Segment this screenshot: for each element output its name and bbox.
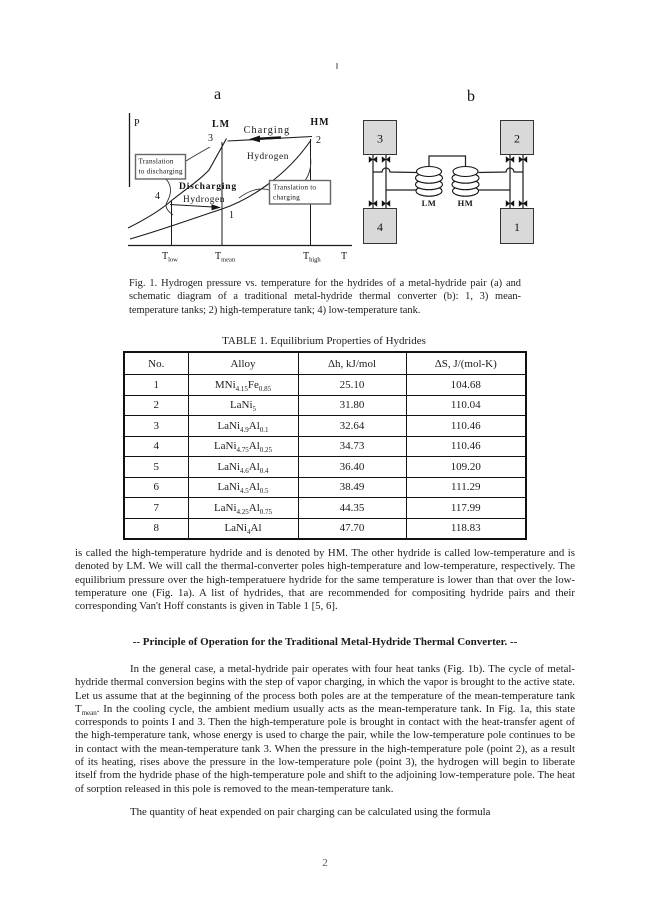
hm-sorber-coil [452,167,479,197]
point-1-label: 1 [229,210,234,221]
dh-cell: 44.35 [298,498,406,519]
alloy-cell: $LaNi_{4.75}Al_{0.25}$ [188,436,298,457]
charging-arrow-head [249,136,260,143]
discharging-label: Discharging [179,182,237,192]
translation-charging-text-2: charging [273,192,300,202]
lm-sorber-coil [416,167,443,197]
lm-curve-label: LM [211,119,231,130]
header-dh: Δh, kJ/mol [298,352,406,375]
figure-1-diagram [60,55,580,275]
tick-tlow: $T_{low}$ [162,251,178,264]
figure-caption: Fig. 1. Hydrogen pressure vs. temperature for the hydrides of a metal-hydride pair (a) and schematic diagram of a traditional metal-hydride thermal converter (b): 1, 3) mean-temperature tanks; 2) high-temperature tank; 4) low-temperature tank. [129,278,521,316]
alloy-cell: $LaNi_{4.5}Al_{0.5}$ [188,477,298,498]
table-row [124,395,526,416]
no-cell: 4 [124,436,188,457]
ds-cell: 118.83 [406,518,526,539]
pipe-hm-upper [479,168,524,173]
no-cell: 6 [124,477,188,498]
table-row [124,518,526,539]
charging-arrow-shaft [259,138,281,139]
translation-discharging-text-2: to discharging [138,166,183,176]
header-ds: ΔS, J/(mol-K) [406,352,526,375]
table-row [124,457,526,478]
alloy-cell: $LaNi_{4.6}Al_{0.4}$ [188,457,298,478]
no-cell: 2 [124,395,188,416]
hm-curve-label: HM [310,117,330,128]
tank-3-number: 3 [377,131,383,146]
ds-cell: 110.46 [406,416,526,437]
ds-cell: 109.20 [406,457,526,478]
hm-sorber-label: HM [457,198,474,208]
no-cell: 5 [124,457,188,478]
ds-cell: 110.04 [406,395,526,416]
point-4-label: 4 [155,191,160,202]
header-alloy: Alloy [188,352,298,375]
no-cell: 7 [124,498,188,519]
tick-thigh: $T_{high}$ [303,251,321,264]
no-cell: 8 [124,518,188,539]
ds-cell: 111.29 [406,477,526,498]
alloy-cell: $MNi_{4.15}Fe_{0.85}$ [188,375,298,396]
dh-cell: 36.40 [298,457,406,478]
dh-cell: 32.64 [298,416,406,437]
dh-cell: 34.73 [298,436,406,457]
dh-cell: 47.70 [298,518,406,539]
panel-b-label: b [467,88,475,105]
panel-a-label: a [214,86,222,103]
tank-1-number: 1 [514,220,520,234]
lm-sorber-label: LM [421,198,437,208]
pipe-lm-upper [373,168,417,173]
hydrogen-top-label: Hydrogen [247,152,289,162]
table-header-row [124,352,526,375]
table-row [124,416,526,437]
ds-cell: 104.68 [406,375,526,396]
dh-cell: 25.10 [298,375,406,396]
leader-curve-1 [186,147,210,161]
ds-cell: 110.46 [406,436,526,457]
panel-b-schematic [364,121,534,244]
translation-charging-text-1: Translation to [273,182,317,192]
alloy-cell: LaNi$_4$Al [188,518,298,539]
page-number: 2 [322,857,328,869]
header-no: No. [124,352,188,375]
table-title: TABLE 1. Equilibrium Properties of Hydrides [222,335,426,347]
panel-a-pt-diagram [128,113,352,264]
paragraph-2-start: In the general case, a metal-hydride pair operates with four heat tanks (Fig. 1b). The cycle of metal-hydride thermal conversion begins with the step of vapor charging, in which the vapor is brought to the active state. Let us assume that at the beginning of the process both poles are at the temperature of the mean-temperature tank [75,663,575,702]
table-row [124,498,526,519]
hydride-table-body [124,375,526,540]
tank-2-number: 2 [514,131,520,146]
table-row [124,375,526,396]
dh-cell: 38.49 [298,477,406,498]
point-3-label: 3 [208,133,213,144]
hydrogen-bottom-label: Hydrogen [183,195,225,205]
alloy-cell: $LaNi_{4.25}Al_{0.75}$ [188,498,298,519]
table-row [124,477,526,498]
alloy-cell: $LaNi_{4.9}Al_{0.1}$ [188,416,298,437]
dh-cell: 31.80 [298,395,406,416]
table-row [124,436,526,457]
tick-t: T [341,251,348,262]
section-heading: -- Principle of Operation for the Traditional Metal-Hydride Thermal Converter. -- [132,636,518,648]
paragraph-1: is called the high-temperature hydride and is denoted by HM. The other hydride is called low-temperature and is denoted by LM. We will call the thermal-converter poles high-temperature and low-temperature, respectively. The equilibrium pressure over the high-temperatuere hydride for the same temperature is lower than that over the low-temperature one (Fig. 1a). A list of hydrides, that are recommended for compositing hydride pairs and their corresponding Van't Hoff constants is given in Table 1 [5, 6]. [75,547,575,613]
paragraph-3: The quantity of heat expended on pair charging can be calculated using the formula [130,806,491,818]
translation-discharging-text-1: Translation [138,156,174,166]
charging-label: Charging [243,125,291,136]
tank-4-number: 4 [377,220,383,234]
paragraph-2-end: . In the cooling cycle, the ambient medium usually acts as the mean-temperature tank. In Fig. 1a, this state corresponds to points I and 3. Then the high-temperature pole is brought in contact with the heat-transfer agent of the high-temperature tank, whose energy is used to charge the pair, while the low-temperature pole continues to be in contact with the mean-temperature tank 3. When the pressure in the high-temperature pole (point 2), as a result of its heating, rises above the pressure in the low-temperature pole (point 3), the hydrogen will begin to liberate itself from the hydride phase of the high-temperature pole and shift to the adjoining low-temperature pole. The heat of sorption released in this pole is removed to the mean-temperature tank. [75,702,575,795]
paragraph-2 [75,663,575,796]
hydrogen-connector-pipe [429,156,466,167]
p-axis-label: P [134,118,140,129]
no-cell: 1 [124,375,188,396]
ds-cell: 117.99 [406,498,526,519]
alloy-cell: LaNi$_5$ [188,395,298,416]
tick-tmean: $T_{mean}$ [215,251,236,264]
point-2-label: 2 [316,135,321,146]
tmean-symbol: $T_{mean}$ [75,702,97,718]
no-cell: 3 [124,416,188,437]
hydride-table [123,351,527,540]
